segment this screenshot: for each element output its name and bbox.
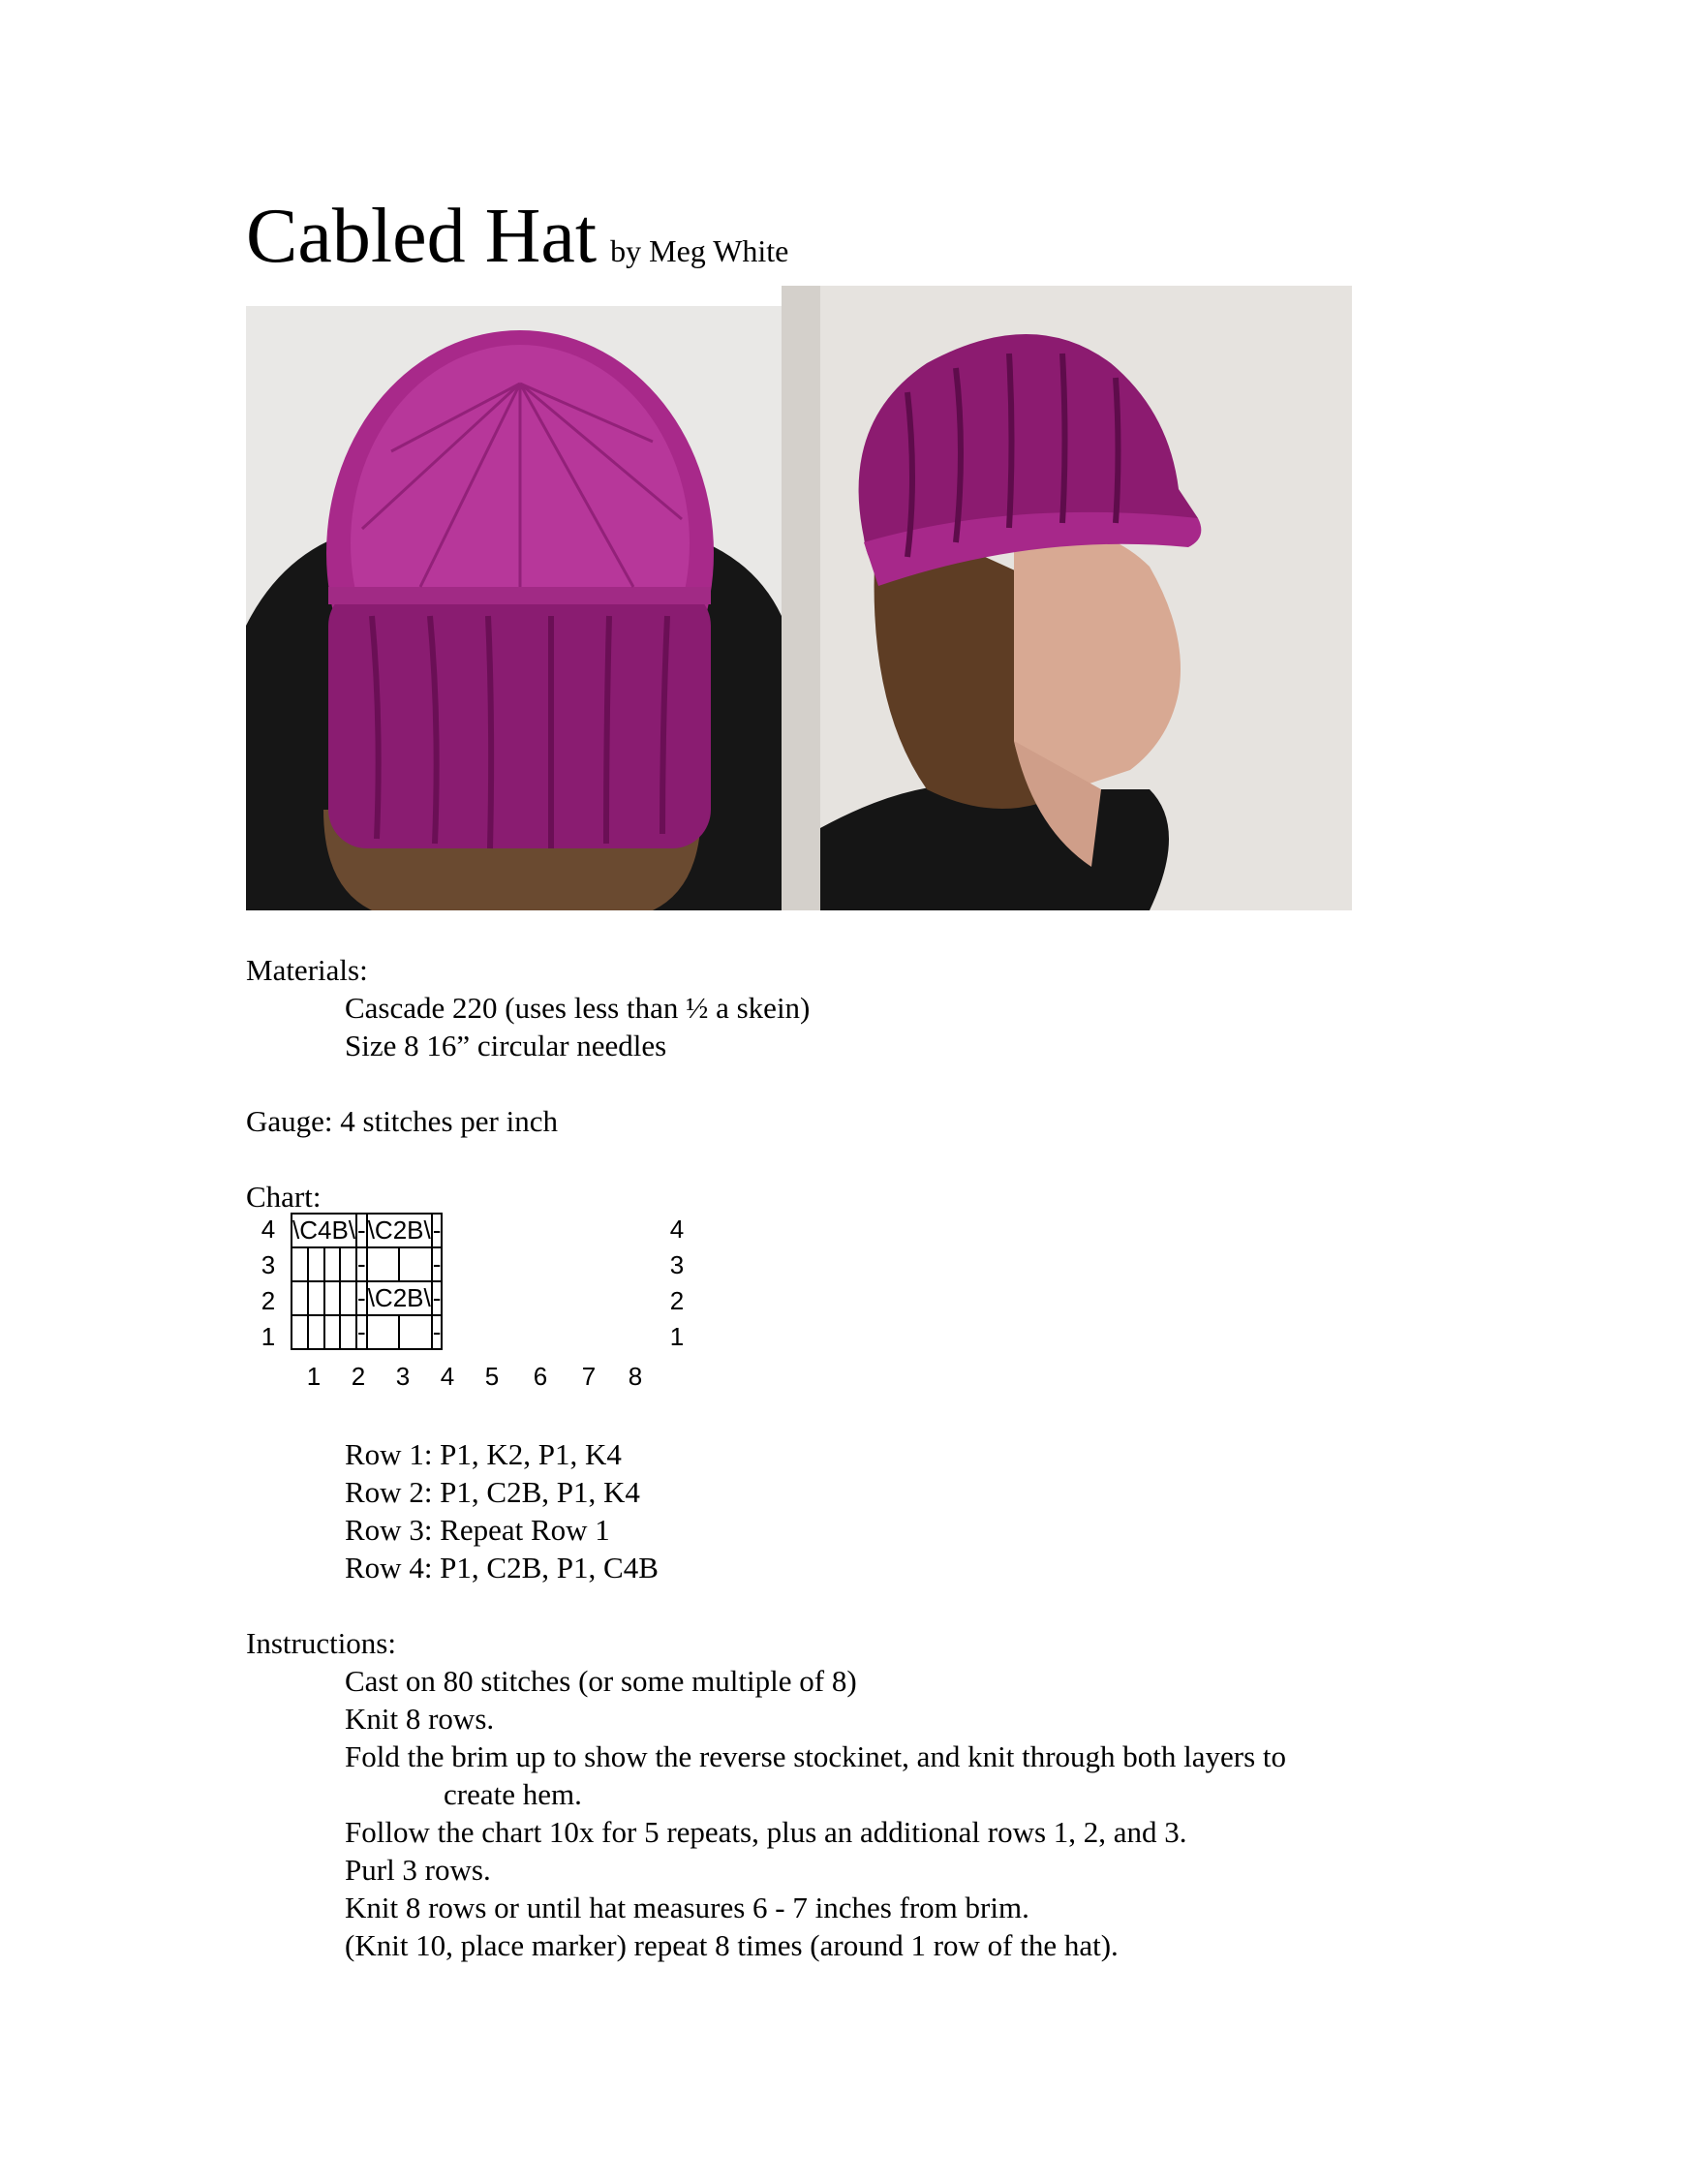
row-number-right: 4: [669, 1215, 685, 1244]
chart-cell: [367, 1247, 400, 1281]
chart-cell: [308, 1315, 324, 1349]
row-number-right: 3: [669, 1250, 685, 1279]
instruction-step: Cast on 80 stitches (or some multiple of 8): [345, 1664, 857, 1698]
chart-cell-purl: -: [356, 1247, 367, 1281]
chart-cell: [292, 1247, 308, 1281]
chart-cell-purl: -: [356, 1281, 367, 1315]
chart-row-1: [292, 1315, 442, 1349]
col-number: 2: [351, 1362, 366, 1391]
row-number-left: 2: [261, 1286, 276, 1315]
chart-cell: [340, 1315, 356, 1349]
row-number-left: 3: [261, 1250, 276, 1279]
row-number-left: 1: [261, 1322, 276, 1351]
chart-cell-c2b: \C2B\: [367, 1281, 432, 1315]
row-number-right: 2: [669, 1286, 685, 1315]
col-number: 6: [533, 1362, 548, 1391]
materials-heading: Materials:: [246, 953, 368, 987]
instructions-heading: Instructions:: [246, 1626, 396, 1660]
chart-cell: [367, 1315, 400, 1349]
chart-cell: [292, 1281, 308, 1315]
chart-cell: [399, 1247, 432, 1281]
chart-cell: [340, 1247, 356, 1281]
row-number-right: 1: [669, 1322, 685, 1351]
col-number: 1: [306, 1362, 322, 1391]
row-instruction: Row 4: P1, C2B, P1, C4B: [345, 1551, 659, 1584]
chart-cell: [340, 1281, 356, 1315]
row-instruction: Row 3: Repeat Row 1: [345, 1513, 610, 1547]
instruction-step-continued: create hem.: [444, 1777, 582, 1811]
col-number: 8: [628, 1362, 643, 1391]
chart-row-2: [292, 1281, 442, 1315]
col-number: 3: [395, 1362, 411, 1391]
title-main: Cabled Hat: [246, 194, 598, 279]
title-byline: by Meg White: [610, 233, 789, 268]
gauge-text: Gauge: 4 stitches per inch: [246, 1104, 558, 1138]
chart-heading: Chart:: [246, 1180, 322, 1214]
chart-cell: [399, 1315, 432, 1349]
chart-cell: [308, 1281, 324, 1315]
materials-item-needles: Size 8 16” circular needles: [345, 1029, 667, 1062]
chart-cell-purl: -: [356, 1315, 367, 1349]
instruction-step: (Knit 10, place marker) repeat 8 times (around 1 row of the hat).: [345, 1928, 1119, 1962]
chart-cell: [324, 1315, 341, 1349]
materials-item-yarn: Cascade 220 (uses less than ½ a skein): [345, 991, 811, 1025]
chart-row-3: [292, 1247, 442, 1281]
instruction-step: Knit 8 rows.: [345, 1702, 495, 1736]
chart-cell-purl: -: [432, 1214, 443, 1247]
page-title: [246, 194, 789, 279]
chart-cell-purl: -: [432, 1281, 443, 1315]
instruction-step: Fold the brim up to show the reverse stockinet, and knit through both layers to: [345, 1739, 1287, 1773]
chart-cell: [324, 1281, 341, 1315]
instruction-step: Purl 3 rows.: [345, 1853, 491, 1887]
col-number: 7: [581, 1362, 597, 1391]
chart-cell: [324, 1247, 341, 1281]
chart-row-4: [292, 1214, 442, 1247]
instruction-step: Follow the chart 10x for 5 repeats, plus an additional rows 1, 2, and 3.: [345, 1815, 1187, 1849]
hat-top-view-photo: [246, 306, 782, 910]
col-number: 4: [440, 1362, 455, 1391]
row-instruction: Row 1: P1, K2, P1, K4: [345, 1437, 622, 1471]
row-number-left: 4: [261, 1215, 276, 1244]
col-number: 5: [484, 1362, 500, 1391]
chart-grid: [291, 1213, 443, 1350]
instruction-step: Knit 8 rows or until hat measures 6 - 7 inches from brim.: [345, 1891, 1029, 1924]
row-instruction: Row 2: P1, C2B, P1, K4: [345, 1475, 640, 1509]
chart-cell-purl: -: [432, 1315, 443, 1349]
chart-cell-c4b: \C4B\: [292, 1214, 356, 1247]
hat-side-view-photo: [782, 286, 1352, 910]
chart-cell-purl: -: [356, 1214, 367, 1247]
chart-cell-purl: -: [432, 1247, 443, 1281]
chart-cell: [292, 1315, 308, 1349]
chart-cell-c2b: \C2B\: [367, 1214, 432, 1247]
chart-cell: [308, 1247, 324, 1281]
